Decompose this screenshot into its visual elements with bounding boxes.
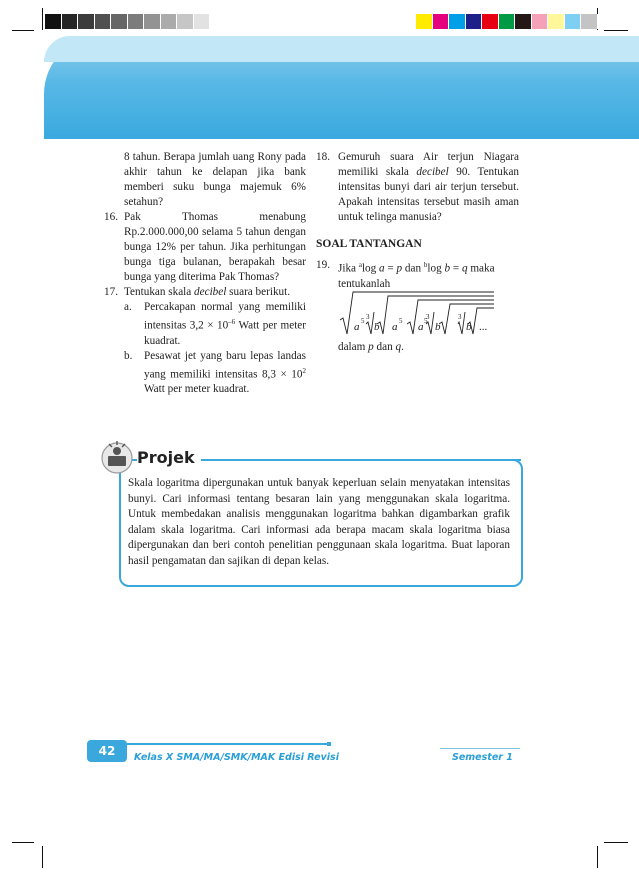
gray-swatch [161, 14, 178, 29]
var-p: p [368, 341, 374, 353]
grayscale-bar [45, 14, 227, 29]
project-text: Skala logaritma dipergunakan untuk banyak keperluan selain menyatakan intensitas bunyi. Cari informasi tentang besaran lain yang menggunakan skala logaritma. Untuk membedakan analisis menggunakan logaritma bahkan digambarkan grafik dalam skala logaritma. Cari informasi ada berapa macam skala logaritma biasa dipergunakan dan beri contoh penelitian penggunaan skala logaritma. Buat laporan hasil pengamatan dan sajikan di depan kelas. [128, 477, 510, 567]
question-number: 17. [104, 286, 118, 298]
var-p: p [396, 262, 403, 275]
color-swatch [565, 14, 582, 29]
crop-mark [12, 842, 34, 843]
color-swatch [482, 14, 499, 29]
project-title: Projek [137, 448, 201, 467]
color-swatch [466, 14, 483, 29]
question-text: 90. Tentukan intensitas bunyi dari air terjun tersebut. Apakah intensitas tersebut masih aman untuk telinga manusia? [338, 166, 520, 223]
color-swatch [449, 14, 466, 29]
footer-square [327, 742, 331, 746]
svg-text:3: 3 [366, 313, 370, 321]
color-swatch [499, 14, 516, 29]
question-text: Pak Thomas menabung Rp.2.000.000,00 selama 5 tahun dengan bunga 12% per tahun. Jika perhitungan bunga tiga bulanan, berapakah besar bunga yang diterima Pak Thomas? [124, 211, 306, 283]
question-number: 19. [316, 259, 330, 271]
gray-swatch [177, 14, 194, 29]
footer-book-title: Kelas X SMA/MA/SMK/MAK Edisi Revisi [134, 752, 339, 763]
sub-label: a. [124, 301, 132, 313]
sub-text: Watt per meter kuadrat. [144, 319, 306, 347]
q19-text: = [450, 262, 462, 275]
gray-swatch [111, 14, 128, 29]
question-number: 16. [104, 211, 118, 223]
crop-mark [604, 30, 628, 31]
q19-text: . [401, 341, 404, 353]
exponent: 2 [302, 366, 306, 375]
question-text: suara berikut. [226, 286, 291, 298]
log-base: b [423, 261, 428, 269]
color-swatch [532, 14, 549, 29]
footer-rule-right [440, 748, 520, 749]
nested-radical-expression [338, 286, 496, 342]
crop-mark [604, 842, 628, 843]
crop-mark [42, 8, 43, 30]
question-15-continuation: 8 tahun. Berapa jumlah uang Rony pada akhir tahun ke delapan jika bank memberi suku bunga majemuk 6% setahun? [124, 151, 306, 208]
log-base: a [358, 261, 362, 269]
var-b: b [444, 262, 451, 275]
svg-text:5: 5 [361, 317, 365, 325]
footer-rule [127, 743, 327, 745]
crop-mark [12, 30, 34, 31]
challenge-heading: SOAL TANTANGAN [316, 238, 422, 250]
question-16 [104, 210, 306, 285]
sub-text: Pesawat jet yang baru lepas landas yang memiliki intensitas 8,3 × 10 [144, 349, 306, 381]
sub-label: b. [124, 349, 133, 362]
crop-mark [42, 846, 43, 868]
gray-swatch [128, 14, 145, 29]
project-icon [99, 438, 135, 474]
question-text: Tentukan skala [124, 286, 195, 298]
svg-text:b: b [435, 321, 441, 333]
gray-swatch [78, 14, 95, 29]
color-bar [416, 14, 598, 29]
svg-text:b: b [466, 321, 472, 333]
q19-text: dan [402, 262, 424, 275]
crop-mark [597, 846, 598, 868]
gray-swatch [144, 14, 161, 29]
var-q: q [461, 262, 468, 275]
header-stripe [44, 36, 639, 62]
sub-text: Percakapan normal yang memiliki intensitas 3,2 × 10 [144, 301, 306, 332]
left-column [104, 150, 306, 397]
color-swatch [416, 14, 433, 29]
svg-text:3: 3 [426, 313, 430, 321]
color-swatch [515, 14, 532, 29]
q19-text: dan [373, 341, 396, 353]
page-number: 42 [87, 740, 127, 762]
question-18 [316, 150, 519, 225]
question-number: 18. [316, 151, 330, 163]
q19-text: = [384, 262, 397, 275]
project-rule [198, 459, 521, 461]
gray-swatch [210, 14, 227, 29]
exponent: –6 [228, 318, 236, 326]
question-17-a [104, 300, 306, 349]
color-swatch [433, 14, 450, 29]
var-q: q [395, 341, 402, 353]
color-swatch [548, 14, 565, 29]
question-text-italic: decibel [194, 286, 227, 298]
svg-text:a: a [392, 321, 398, 333]
svg-text:...: ... [479, 321, 488, 333]
q19-text: log [427, 262, 445, 275]
gray-swatch [62, 14, 79, 29]
gray-swatch [45, 14, 62, 29]
question-text: Gemuruh suara Air terjun Niagara memiliki skala [338, 151, 519, 178]
color-swatch [581, 14, 598, 29]
svg-text:b: b [374, 321, 380, 333]
q19-text: maka tentukanlah [338, 262, 495, 290]
svg-text:a: a [354, 321, 360, 333]
svg-text:5: 5 [399, 317, 403, 325]
q19-text: log [361, 262, 380, 275]
var-a: a [379, 262, 385, 275]
question-17-b [104, 349, 306, 398]
q19-text: dalam [338, 341, 369, 353]
sub-text: Watt per meter kuadrat. [144, 383, 250, 396]
q19-text: Jika [338, 262, 359, 275]
gray-swatch [194, 14, 211, 29]
q19-tail [338, 340, 498, 355]
question-text-italic: decibel [416, 166, 449, 178]
question-17 [104, 285, 306, 300]
svg-text:a: a [418, 321, 424, 333]
footer-semester: Semester 1 [452, 752, 513, 763]
right-column [316, 150, 519, 292]
svg-text:5: 5 [424, 317, 428, 325]
gray-swatch [95, 14, 112, 29]
svg-text:3: 3 [458, 313, 462, 321]
